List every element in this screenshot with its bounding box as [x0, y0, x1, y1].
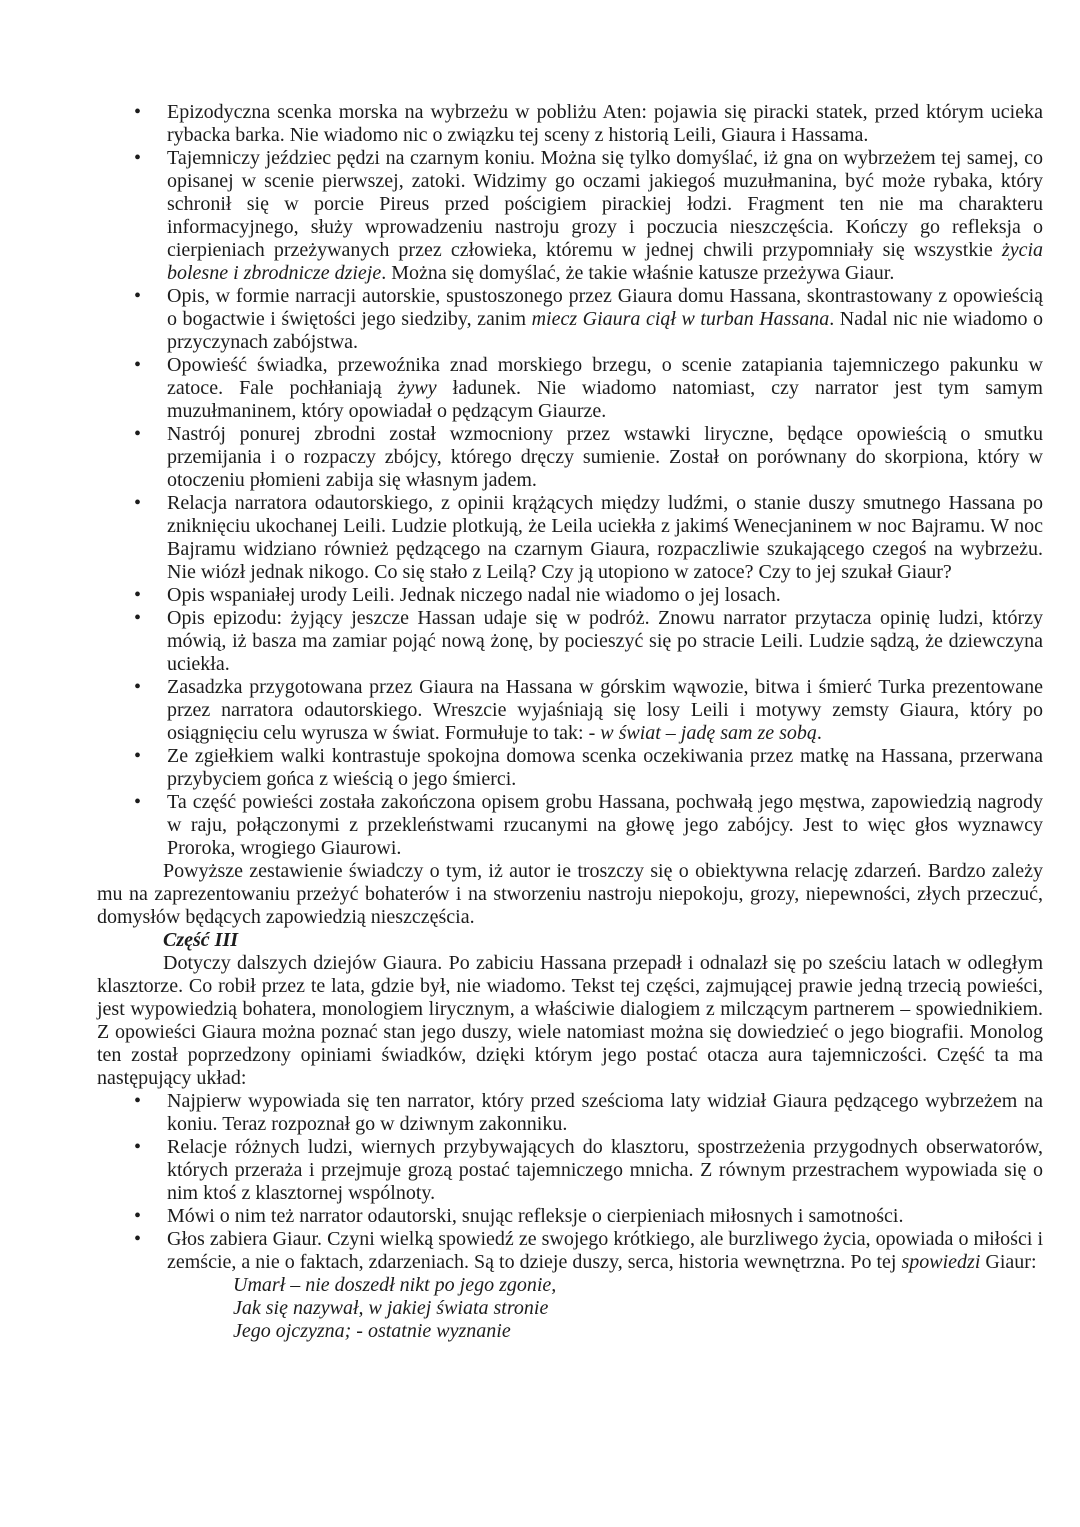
- text-run: . Można się domyślać, że takie właśnie katusze przeżywa Giaur.: [381, 262, 895, 284]
- text-run: Umarł – nie doszedł nikt po jego zgonie,: [233, 1274, 557, 1296]
- bullet-item: [97, 285, 1043, 354]
- text-run: Opowieść świadka, przewoźnika znad morskiego brzegu, o scenie zatapiania tajemniczego pakunku w zatoce. Fale pochłaniają: [167, 354, 1043, 399]
- bullet-item: [97, 147, 1043, 285]
- bullet-item: [97, 1136, 1043, 1205]
- bullet-item: [97, 492, 1043, 584]
- text-run: Epizodyczna scenka morska na wybrzeżu w pobliżu Aten: pojawia się piracki statek, przed którym ucieka rybacka barka. Nie wiadomo nic o związku tej sceny z historią Leili, Giaura i Hassama.: [167, 101, 1043, 146]
- verse-line: [97, 1274, 1043, 1297]
- text-run: Powyższe zestawienie świadczy o tym, iż autor ie troszczy się o obiektywna relację zdarzeń. Bardzo zależy mu na zaprezentowaniu przeżyć bohaterów i na stworzeniu nastroju niepokoju, grozy, niepewności, złych przeczuć, domysłów będących zapowiedzią nieszczęścia.: [97, 860, 1043, 928]
- bullet-item: [97, 1205, 1043, 1228]
- text-run: ładunek. Nie wiadomo natomiast, czy narrator jest tym samym muzułmaninem, który opowiadał o pędzącym Giaurze.: [167, 377, 1043, 422]
- bullet-item: [97, 354, 1043, 423]
- bullet-item: [97, 745, 1043, 791]
- text-run: Nastrój ponurej zbrodni został wzmocniony przez wstawki liryczne, będące opowieścią o smutku przemijania i o rozpaczy zbójcy, którego dręczy sumienie. Został on porównany do skorpiona, który w otoczeniu płomieni zabija się własnym jadem.: [167, 423, 1043, 491]
- bullet-item: [97, 101, 1043, 147]
- text-run: Jego ojczyzna; - ostatnie wyznanie: [233, 1320, 511, 1342]
- text-run: życia bolesne i zbrodnicze dzieje: [167, 239, 1043, 284]
- bullet-item: [97, 1090, 1043, 1136]
- text-run: .: [816, 722, 822, 744]
- text-run: spowiedzi: [901, 1251, 981, 1273]
- text-run: Część III: [163, 929, 239, 951]
- text-run: Opis wspaniałej urody Leili. Jednak niczego nadal nie wiadomo o jej losach.: [167, 584, 781, 606]
- text-run: Relacje różnych ludzi, wiernych przybywających do klasztoru, spostrzeżenia przygodnych obserwatorów, których przeraża i przejmuje grozą postać tajemniczego mnicha. Z równym przestrachem wypowiada się o nim ktoś z klasztornej wspólnoty.: [167, 1136, 1043, 1204]
- text-run: Tajemniczy jeździec pędzi na czarnym koniu. Można się tylko domyślać, iż gna on wybrzeżem tej samej, co opisanej w scenie pierwszej, zatoki. Widzimy go oczami jakiegoś muzułmanina, być może rybaka, który schronił się w porcie Pireus przed pościgiem pirackiej łodzi. Fragment ten nie ma charakteru informacyjnego, służy wprowadzeniu nastroju grozy i poczucia nieszczęścia. Kończy go refleksja o cierpieniach przeżywanych przez człowieka, któremu w jednej chwili przypomniały się wszystkie: [167, 147, 1043, 261]
- bullet-item: [97, 791, 1043, 860]
- paragraph: [97, 860, 1043, 929]
- text-run: Najpierw wypowiada się ten narrator, który przed sześcioma laty widział Giaura pędzącego wybrzeżem na koniu. Teraz rozpoznał go w dziwnym zakonniku.: [167, 1090, 1043, 1135]
- document-body: [97, 101, 1043, 1343]
- paragraph: [97, 952, 1043, 1090]
- text-run: Ta część powieści została zakończona opisem grobu Hassana, pochwałą jego męstwa, zapowiedzią nagrody w raju, połączonymi z przekleństwami rzucanymi na głowę jego zabójcy. Jest to więc głos wyznawcy Proroka, wrogiego Giaurowi.: [167, 791, 1043, 859]
- bullet-item: [97, 584, 1043, 607]
- section-heading: [97, 929, 1043, 952]
- text-run: Giaur:: [980, 1251, 1037, 1273]
- bullet-item: [97, 423, 1043, 492]
- verse-line: [97, 1320, 1043, 1343]
- text-run: . Nadal nic nie wiadomo o przyczynach zabójstwa.: [167, 308, 1043, 353]
- text-run: Zasadzka przygotowana przez Giaura na Hassana w górskim wąwozie, bitwa i śmierć Turka prezentowane przez narratora odautorskiego. Wreszcie wyjaśniają się losy Leili i motywy zemsty Giaura, który po osiągnięciu celu wyrusza w świat. Formułuje to tak: -: [167, 676, 1043, 744]
- text-run: żywy: [397, 377, 437, 399]
- text-run: Mówi o nim też narrator odautorski, snując refleksje o cierpieniach miłosnych i samotności.: [167, 1205, 904, 1227]
- text-run: Relacja narratora odautorskiego, z opinii krążących między ludźmi, o stanie duszy smutnego Hassana po zniknięciu ukochanej Leili. Ludzie plotkują, że Leila uciekła z jakimś Wenecjaninem w noc Bajramu. W noc Bajramu widziano również pędzącego na czarnym Giaura, rozpaczliwie szukającego czegoś na wybrzeżu. Nie wiózł jednak nikogo. Co się stało z Leilą? Czy ją utopiono w zatoce? Czy to jej szukał Giaur?: [167, 492, 1043, 583]
- text-run: Dotyczy dalszych dziejów Giaura. Po zabiciu Hassana przepadł i odnalazł się po sześciu latach w odległym klasztorze. Co robił przez te lata, gdzie był, nie wiadomo. Tekst tej części, zajmującej prawie jedną trzecią powieści, jest wypowiedzią bohatera, monologiem lirycznym, a właściwie dialogiem z milczącym partnerem – spowiednikiem. Z opowieści Giaura można poznać stan jego duszy, wiele natomiast można się dowiedzieć o jego biografii. Monolog ten został poprzedzony opiniami świadków, dzięki którym jego postać otacza aura tajemniczości. Część ta ma następujący układ:: [97, 952, 1043, 1089]
- text-run: Jak się nazywał, w jakiej świata stronie: [233, 1297, 549, 1319]
- bullet-item: [97, 607, 1043, 676]
- bullet-item: [97, 1228, 1043, 1274]
- bullet-item: [97, 676, 1043, 745]
- text-run: Opis, w formie narracji autorskie, spustoszonego przez Giaura domu Hassana, skontrastowany z opowieścią o bogactwie i świętości jego siedziby, zanim: [167, 285, 1043, 330]
- verse-line: [97, 1297, 1043, 1320]
- text-run: miecz Giaura ciął w turban Hassana: [531, 308, 830, 330]
- text-run: w świat – jadę sam ze sobą: [600, 722, 817, 744]
- text-run: Głos zabiera Giaur. Czyni wielką spowiedź ze swojego krótkiego, ale burzliwego życia, opowiada o miłości i zemście, a nie o faktach, zdarzeniach. Są to dzieje duszy, serca, historia wewnętrzna. Po tej: [167, 1228, 1043, 1273]
- text-run: Ze zgiełkiem walki kontrastuje spokojna domowa scenka oczekiwania przez matkę na Hassana, przerwana przybyciem gońca z wieścią o jego śmierci.: [167, 745, 1043, 790]
- text-run: Opis epizodu: żyjący jeszcze Hassan udaje się w podróż. Znowu narrator przytacza opinię ludzi, którzy mówią, iż basza ma zamiar pojąć nową żonę, by pocieszyć się po stracie Leili. Ludzie sądzą, że dziewczyna uciekła.: [167, 607, 1043, 675]
